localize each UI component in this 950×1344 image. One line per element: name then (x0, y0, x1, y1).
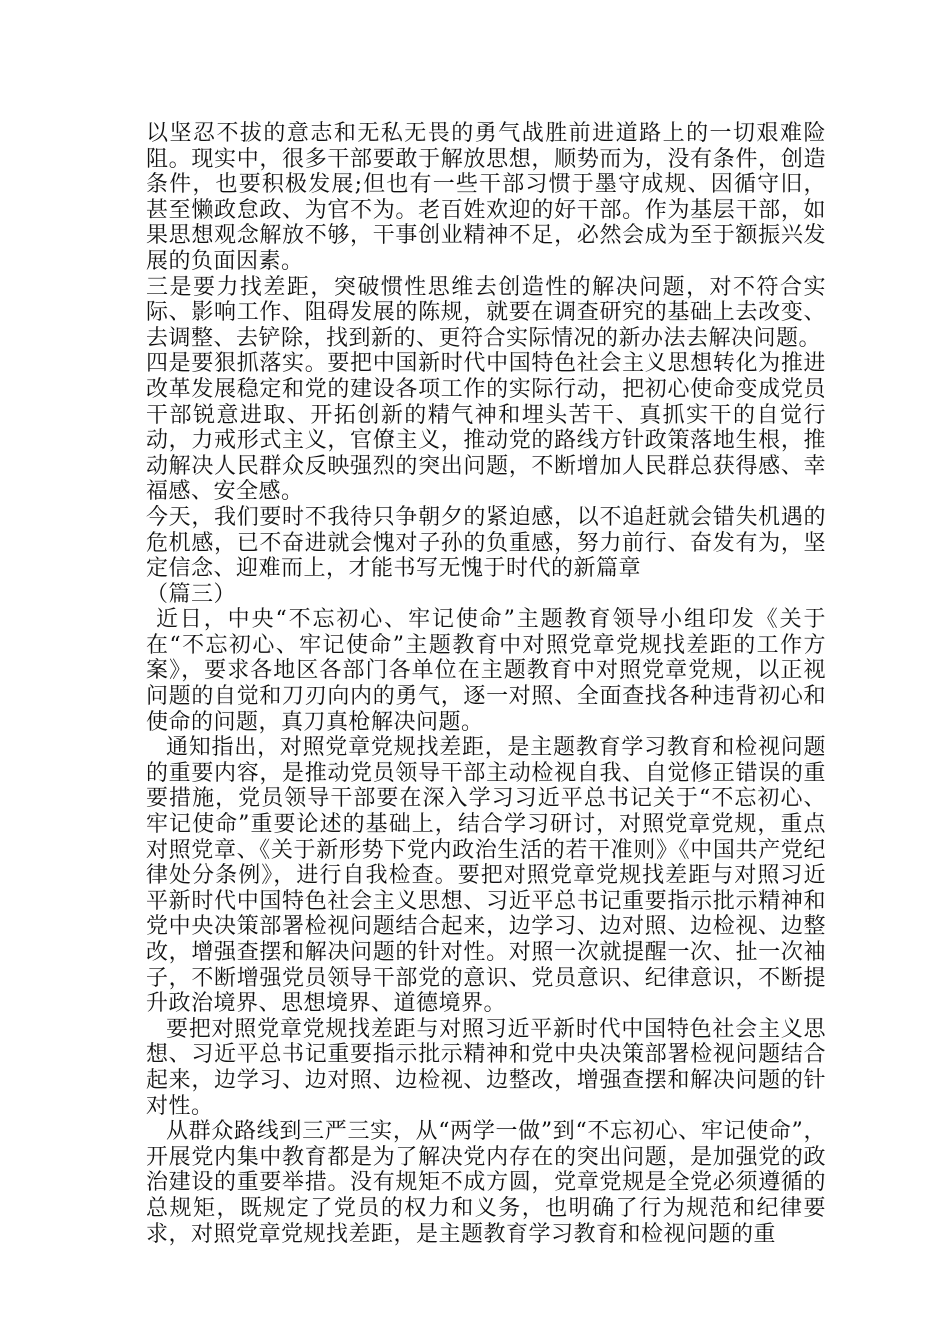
body-paragraph: 从群众路线到三严三实，从“两学一做”到“不忘初心、牢记使命”，开展党内集中教育都是为了解决党内存在的突出问题，是加强党的政治建设的重要举措。没有规矩不成方圆，党章党规是全党必须遵循的总规矩，既规定了党员的权力和义务，也明确了行为规范和纪律要求，对照党章党规找差距，是主题教育学习教育和检视问题的重 (146, 1119, 826, 1247)
body-paragraph: 四是要狠抓落实。要把中国新时代中国特色社会主义思想转化为推进改革发展稳定和党的建设各项工作的实际行动，把初心使命变成党员干部锐意进取、开拓创新的精气神和埋头苦干、真抓实干的自觉行动，力戒形式主义，官僚主义，推动党的路线方针政策落地生根，推动解决人民群众反映强烈的突出问题，不断增加人民群总获得感、幸福感、安全感。 (146, 351, 826, 505)
body-paragraph: 通知指出，对照党章党规找差距，是主题教育学习教育和检视问题的重要内容，是推动党员领导干部主动检视自我、自觉修正错误的重要措施，党员领导干部要在深入学习习近平总书记关于“不忘初心、牢记使命”重要论述的基础上，结合学习研讨，对照党章党规，重点对照党章、《关于新形势下党内政治生活的若干准则》《中国共产党纪律处分条例》，进行自我检查。要把对照党章党规找差距与对照习近平新时代中国特色社会主义思想、习近平总书记重要指示批示精神和党中央决策部署检视问题结合起来，边学习、边对照、边检视、边整改，增强查摆和解决问题的针对性。对照一次就提醒一次、扯一次袖子，不断增强党员领导干部党的意识、党员意识、纪律意识，不断提升政治境界、思想境界、道德境界。 (146, 735, 826, 1017)
document-page (146, 121, 826, 1247)
body-paragraph: 以坚忍不拔的意志和无私无畏的勇气战胜前进道路上的一切艰难险阻。现实中，很多干部要敢于解放思想，顺势而为，没有条件，创造条件，也要积极发展;但也有一些干部习惯于墨守成规、因循守旧，甚至懒政怠政、为官不为。老百姓欢迎的好干部。作为基层干部，如果思想观念解放不够，干事创业精神不足，必然会成为至于额振兴发展的负面因素。 (146, 121, 826, 274)
body-paragraph: 今天，我们要时不我待只争朝夕的紧迫感，以不追赶就会错失机遇的危机感，已不奋进就会愧对子孙的负重感，努力前行、奋发有为，坚定信念、迎难而上，才能书写无愧于时代的新篇章 (146, 504, 826, 582)
body-paragraph: 要把对照党章党规找差距与对照习近平新时代中国特色社会主义思想、习近平总书记重要指示批示精神和党中央决策部署检视问题结合起来，边学习、边对照、边检视、边整改，增强查摆和解决问题的针对性。 (146, 1016, 826, 1119)
body-paragraph: 近日，中央“不忘初心、牢记使命”主题教育领导小组印发《关于在“不忘初心、牢记使命”主题教育中对照党章党规找差距的工作方案》，要求各地区各部门各单位在主题教育中对照党章党规，以正视问题的自觉和刀刃向内的勇气，逐一对照、全面查找各种违背初心和使命的问题，真刀真枪解决问题。 (146, 607, 826, 735)
body-paragraph: 三是要力找差距，突破惯性思维去创造性的解决问题，对不符合实际、影响工作、阻碍发展的陈规，就要在调查研究的基础上去改变、去调整、去铲除，找到新的、更符合实际情况的新办法去解决问题。 (146, 274, 826, 351)
section-heading: （篇三） (146, 581, 237, 607)
